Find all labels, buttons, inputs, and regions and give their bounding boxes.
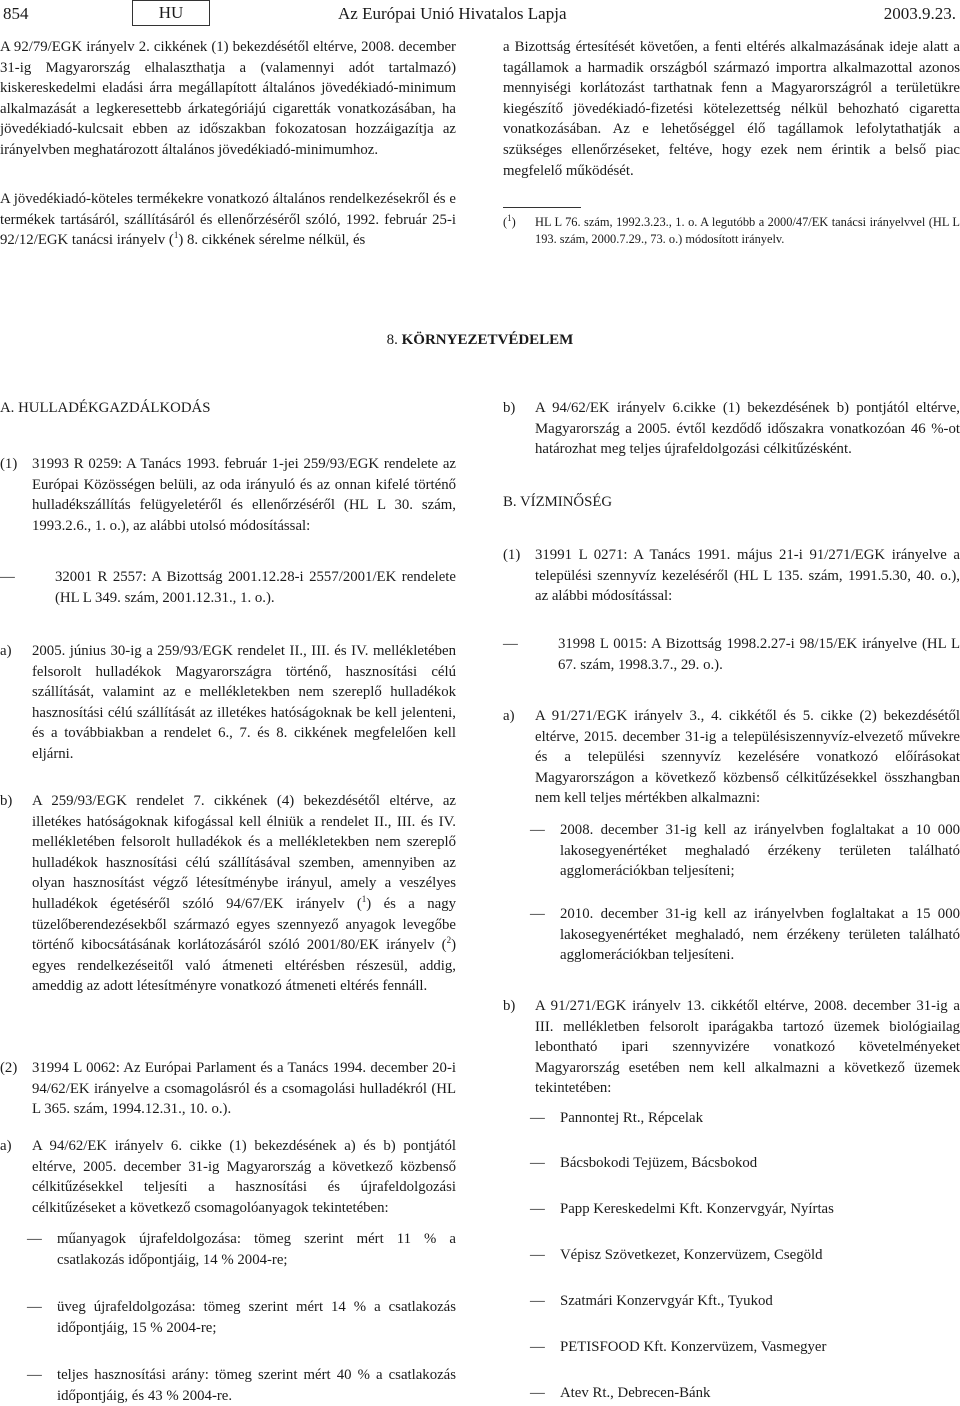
dash-item: — 2010. december 31-ig kell az irányelvben foglaltakat a 15 000 lakosegyenértéket meghaladó, nem érzékeny területen található agglomerációkban teljesíteni. [530,906,960,964]
dash-item: — 31998 L 0015: A Bizottság 1998.2.27-i 98/15/EK irányelve (HL L 67. szám, 1998.3.7., 29. o.). [503,636,960,673]
list-item: — Atev Rt., Debrecen-Bánk [530,1385,711,1401]
footnote: ($^1$) HL L 76. szám, 1992.3.23., 1. o. A legutóbb a 2000/47/EK tanácsi irányelvvel (HL L 193. szám, 2000.7.29., 73. o.) módosított irányelv. [503,212,960,246]
right-top-block [503,37,960,181]
section-number: 8. [386,332,398,348]
language-box: HU [132,0,210,26]
page-number: 854 [3,4,29,23]
list-item: a) 2005. június 30-ig a 259/93/EGK rendelet II., III. és IV. mellékletében felsorolt hulladékok Magyarországra történő, hasznosítási célú szállítását, valamint az e mellékletekben nem szereplő hulladékok hasznosítási célú szállítását az illetékes hatóságoknak be kell jelenteni, és a továbbiakban a rendelet 6., 7. és 8. cikkének megfelelően kell eljárni. [0,643,456,762]
section-title [0,332,960,349]
page-header [0,0,960,30]
publication-date: 2003.9.23. [883,4,956,23]
paragraph: A jövedékiadó-köteles termékekre vonatkozó általános rendelkezésekről és e termékek tartásáról, szállításáról és ellenőrzéséről szóló, 1992. február 25-i 92/12/EGK tanácsi irányelv ($^1$) 8. cikkének sérelme nélkül, és [0,191,456,249]
list-item: (2) 31994 L 0062: Az Európai Parlament és a Tanács 1994. december 20-i 94/62/EK irányelve a csomagolásról és a csomagolási hulladékról (HL L 365. szám, 1994.12.31., 10. o.). [0,1060,456,1118]
left-top-block [0,37,456,161]
footnote-ref: 1 [361,894,367,905]
list-item: — PETISFOOD Kft. Konzervüzem, Vasmegyer [530,1339,827,1355]
list-item: — Vépisz Szövetkezet, Konzervüzem, Csegöld [530,1247,823,1263]
footnote-ref: 2 [446,935,452,946]
section-title-text: KÖRNYEZETVÉDELEM [401,332,574,348]
list-item: — Szatmári Konzervgyár Kft., Tyukod [530,1293,773,1309]
footnote-text: HL L 76. szám, 1992.3.23., 1. o. A legutóbb a 2000/47/EK tanácsi irányelvvel (HL L 193. szám, 2000.7.29., 73. o.) módosított irányelv. [535,215,960,246]
list-item: (1) 31993 R 0259: A Tanács 1993. február 1-jei 259/93/EGK rendelete az Európai Közösségen belüli, az oda irányuló és az onnan kifelé történő hulladékszállítás felügyeletéről és ellenőrzéséről (HL L 30. szám, 1993.2.6., 1. o.), az alábbi utolsó módosítással: [0,456,456,534]
list-item: b) A 259/93/EGK rendelet 7. cikkének (4) bekezdésétől eltérve, az illetékes hatóságoknak kifogással kell élniük a rendelet II., III. és IV. mellékletében felsorolt hulladékok és a mellékletekben nem szereplő hulladékok hasznosítási célú szállításával szemben, amennyiben az olyan hasznosítást végző létesítménybe irányul, amely a veszélyes hulladékok égetéséről szóló 94/67/EK irányelv ($^1$) és a nagy tüzelőberendezésekből származó egyes szennyező anyagok levegőbe történő kibocsátásának korlátozásáról szóló 2001/80/EK irányelv ($^2$) egyes rendelkezéseitől való átmeneti eltérésben részesül, addig, ameddig az adott létesítményre vonatkozó átmeneti eltérés fennáll. [0,793,456,995]
list-item: b) A 94/62/EK irányelv 6.cikke (1) bekezdésének b) pontjától eltérve, Magyarország a 2005. évtől kezdődő időszakra vonatkozóan 46 %-ot határozhat meg teljes újrafeldolgozási célkitűzésként. [503,400,960,458]
dash-item: — 32001 R 2557: A Bizottság 2001.12.28-i 2557/2001/EK rendelete (HL L 349. szám, 2001.12.31., 1. o.). [0,569,456,606]
paragraph: A 92/79/EGK irányelv 2. cikkének (1) bekezdésétől eltérve, 2008. december 31-ig Magyarország elhalaszthatja a (valamennyi adót tartalmazó) kiskereskedelmi eladási árra megállapított általános jövedékiadó-minimum alkalmazását a legkeresettebb árkategóriájú cigaretták vonatkozásában, ha jövedékiadó-kulcsait ebben az időszakban fokozatosan hozzáigazítja az irányelvben meghatározott általános jövedékiadó-minimumhoz. [0,39,456,158]
paragraph: a Bizottság értesítését követően, a fenti eltérés alkalmazásának ideje alatt a tagállamok a harmadik országból származó importra alkalmazottal azonos mennyiségi korlátozást tarthatnak fenn a Magyarországról a területükre kiegészítő jövedékiadó-fizetési kötelezettség nélkül behozható cigaretta vonatkozásában. Az e lehetőséggel élő tagállamok lefolytathatják a szükséges ellenőrzéseket, feltéve, hogy ezek nem érintik a belső piac megfelelő működését. [503,39,960,179]
list-item: b) A 91/271/EGK irányelv 13. cikkétől eltérve, 2008. december 31-ig a III. mellékletben felsorolt iparágakba tartozó üzemek biológiailag lebontható ipari szennyvizére vonatkozó követelményeket Magyarország esetében nem kell alkalmazni a következő üzemek tekintetében: [503,998,960,1097]
footnote-ref: 1 [173,230,179,241]
heading-a: A. HULLADÉKGAZDÁLKODÁS [0,400,211,416]
dash-item: — üveg újrafeldolgozása: tömeg szerint mért 14 % a csatlakozás időpontjáig, 15 % 2004-re; [27,1299,456,1336]
heading-b: B. VÍZMINŐSÉG [503,494,613,510]
journal-title: Az Európai Unió Hivatalos Lapja [338,4,567,23]
list-item: — Bácsbokodi Tejüzem, Bácsbokod [530,1155,758,1171]
list-item: a) A 94/62/EK irányelv 6. cikke (1) bekezdésének a) és b) pontjától eltérve, 2005. december 31-ig Magyarország a következő közbenső célkitűzésekkel teljesíti a hasznosítási és újrafeldolgozási célkitűzéseket a következő csomagolóanyagok tekintetében: [0,1138,456,1216]
list-item: (1) 31991 L 0271: A Tanács 1991. május 21-i 91/271/EGK irányelve a települési szennyvíz kezeléséről (HL L 135. szám, 1991.5.30, 40. o.), az alábbi módosítással: [503,547,960,605]
list-item: a) A 91/271/EGK irányelv 3., 4. cikkétől és 5. cikke (2) bekezdésétől eltérve, 2015. december 31-ig a településiszennyvíz-elvezető művekre és a települési szennyvíz kezelésére vonatkozó előírásokat Magyarországon a következő közbenső célkitűzésekkel összhangban nem kell teljes mértékben alkalmazni: [503,708,960,807]
list-item: — Papp Kereskedelmi Kft. Konzervgyár, Nyírtas [530,1201,834,1217]
left-top-block-2 [0,189,456,251]
dash-item: — teljes hasznosítási arány: tömeg szerint mért 40 % a csatlakozás időpontjáig, és 43 % 2004-re. [27,1367,456,1404]
footnote-number: 1 [507,212,512,223]
dash-item: — 2008. december 31-ig kell az irányelvben foglaltakat a 10 000 lakosegyenértéket meghaladó érzékeny területen található agglomerációkban teljesíteni; [530,822,960,880]
dash-item: — műanyagok újrafeldolgozása: tömeg szerint mért 11 % a csatlakozás időpontjáig, 14 % 2004-re; [27,1231,456,1268]
footnote-rule [503,207,581,208]
list-item: — Pannontej Rt., Répcelak [530,1110,704,1126]
